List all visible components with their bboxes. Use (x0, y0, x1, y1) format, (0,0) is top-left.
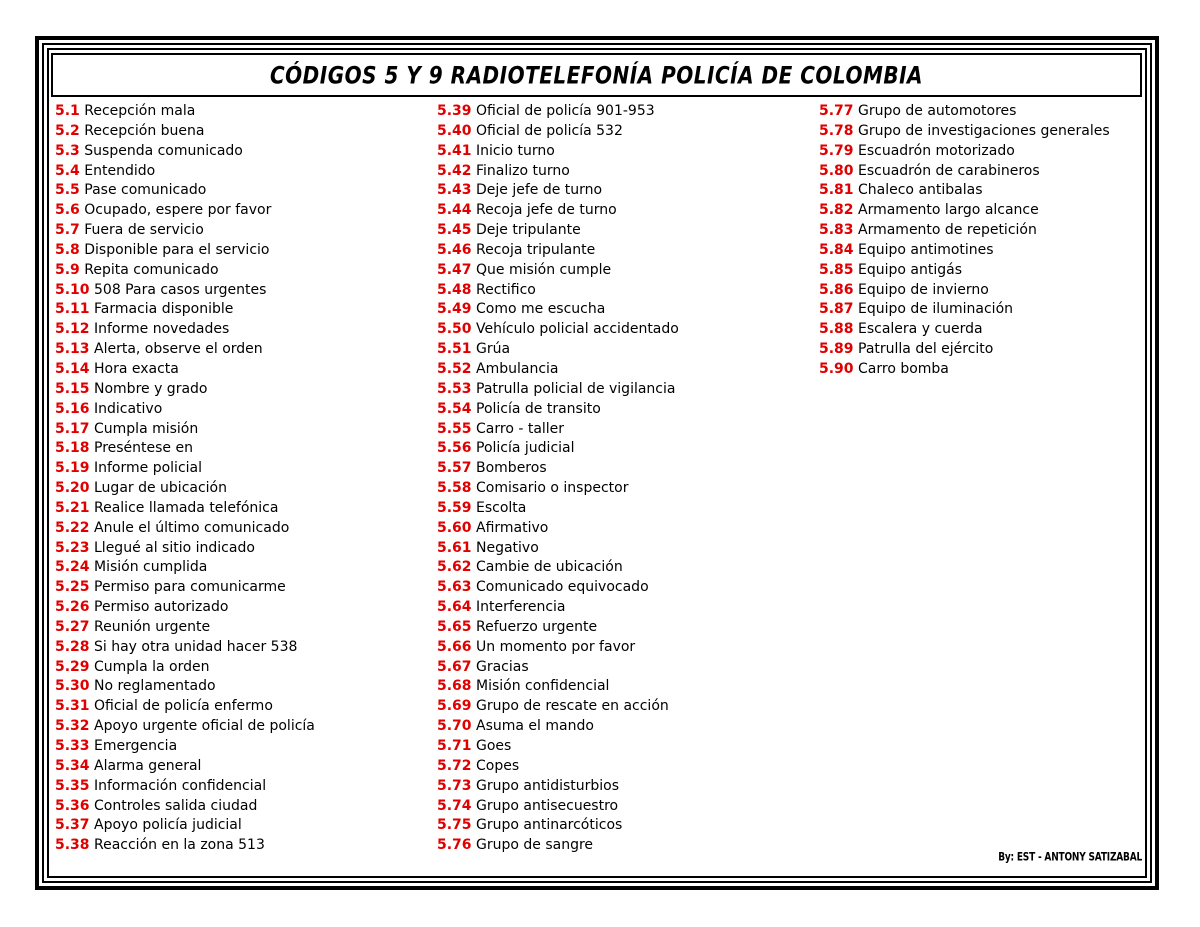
code-item (819, 281, 1110, 301)
code-description: Entendido (84, 162, 156, 179)
code-description: Recoja tripulante (476, 241, 596, 258)
code-number: 5.41 (437, 142, 472, 159)
code-number: 5.89 (819, 341, 854, 358)
code-description: Chaleco antibalas (858, 182, 983, 199)
code-description: Pase comunicado (84, 182, 207, 199)
code-item (437, 459, 679, 479)
code-description: Equipo de invierno (858, 281, 989, 298)
code-number: 5.80 (819, 162, 854, 179)
code-number: 5.37 (55, 817, 90, 834)
code-number: 5.52 (437, 360, 472, 377)
code-description: Equipo antigás (858, 261, 962, 278)
code-description: Un momento por favor (476, 638, 636, 655)
code-item (55, 677, 315, 697)
code-number: 5.8 (55, 241, 80, 258)
code-number: 5.62 (437, 559, 472, 576)
code-number: 5.70 (437, 718, 472, 735)
code-item (55, 420, 315, 440)
code-description: Anule el último comunicado (94, 519, 290, 536)
code-number: 5.44 (437, 202, 472, 219)
code-description: Grupo de sangre (476, 837, 594, 854)
code-item (819, 221, 1110, 241)
code-description: Carro - taller (476, 420, 565, 437)
code-item (819, 320, 1110, 340)
code-number: 5.83 (819, 222, 854, 239)
code-description: Que misión cumple (476, 261, 612, 278)
code-item (55, 201, 315, 221)
code-description: Informe novedades (94, 321, 230, 338)
code-description: Farmacia disponible (94, 301, 234, 318)
code-number: 5.31 (55, 698, 90, 715)
code-number: 5.84 (819, 241, 854, 258)
code-item (437, 142, 679, 162)
code-item (55, 836, 315, 856)
code-description: Información confidencial (94, 777, 267, 794)
codes-column-2 (437, 102, 679, 856)
code-number: 5.55 (437, 420, 472, 437)
code-number: 5.78 (819, 122, 854, 139)
code-number: 5.69 (437, 698, 472, 715)
code-item (437, 122, 679, 142)
code-description: Policía de transito (476, 400, 601, 417)
code-description: No reglamentado (94, 678, 216, 695)
code-number: 5.40 (437, 122, 472, 139)
code-number: 5.64 (437, 599, 472, 616)
code-description: Vehículo policial accidentado (476, 321, 679, 338)
code-item (437, 697, 679, 717)
code-number: 5.18 (55, 440, 90, 457)
code-description: Fuera de servicio (84, 222, 204, 239)
code-description: Ocupado, espere por favor (84, 202, 272, 219)
code-description: Equipo de iluminación (858, 301, 1014, 318)
code-description: Grupo antinarcóticos (476, 817, 623, 834)
code-number: 5.35 (55, 777, 90, 794)
code-item (819, 300, 1110, 320)
code-number: 5.76 (437, 837, 472, 854)
code-item (437, 757, 679, 777)
code-item (55, 320, 315, 340)
code-description: Permiso para comunicarme (94, 579, 286, 596)
code-number: 5.88 (819, 321, 854, 338)
code-description: Copes (476, 757, 520, 774)
code-item (819, 340, 1110, 360)
code-description: Bomberos (476, 460, 547, 477)
code-item (55, 598, 315, 618)
code-number: 5.16 (55, 400, 90, 417)
code-description: Grupo de investigaciones generales (858, 122, 1110, 139)
code-number: 5.10 (55, 281, 90, 298)
code-item (55, 737, 315, 757)
code-number: 5.68 (437, 678, 472, 695)
code-number: 5.60 (437, 519, 472, 536)
code-item (819, 181, 1110, 201)
code-description: Ambulancia (476, 360, 559, 377)
code-item (55, 638, 315, 658)
code-number: 5.3 (55, 142, 80, 159)
code-item (437, 300, 679, 320)
code-item (55, 360, 315, 380)
code-item (437, 340, 679, 360)
code-number: 5.73 (437, 777, 472, 794)
code-number: 5.87 (819, 301, 854, 318)
code-description: Interferencia (476, 599, 566, 616)
code-item (437, 201, 679, 221)
code-item (437, 439, 679, 459)
code-number: 5.32 (55, 718, 90, 735)
code-description: Apoyo policía judicial (94, 817, 242, 834)
code-description: Negativo (476, 539, 539, 556)
codes-column-1 (55, 102, 315, 856)
code-description: Alerta, observe el orden (94, 341, 263, 358)
code-item (55, 439, 315, 459)
code-description: Recepción buena (84, 122, 205, 139)
code-number: 5.29 (55, 658, 90, 675)
code-number: 5.63 (437, 579, 472, 596)
code-item (55, 122, 315, 142)
code-description: Oficial de policía 901-953 (476, 103, 655, 119)
code-item (55, 658, 315, 678)
code-item (437, 539, 679, 559)
code-number: 5.77 (819, 103, 854, 119)
code-number: 5.79 (819, 142, 854, 159)
code-item (55, 162, 315, 182)
code-item (437, 162, 679, 182)
code-item (55, 499, 315, 519)
code-number: 5.9 (55, 261, 80, 278)
code-item (437, 479, 679, 499)
code-number: 5.24 (55, 559, 90, 576)
code-number: 5.1 (55, 103, 80, 119)
code-description: Finalizo turno (476, 162, 570, 179)
code-number: 5.11 (55, 301, 90, 318)
code-description: Escolta (476, 499, 527, 516)
code-number: 5.23 (55, 539, 90, 556)
title-box (51, 53, 1142, 97)
code-item (55, 757, 315, 777)
code-item (819, 241, 1110, 261)
code-number: 5.56 (437, 440, 472, 457)
code-description: Oficial de policía 532 (476, 122, 623, 139)
code-number: 5.57 (437, 460, 472, 477)
code-item (437, 618, 679, 638)
code-description: Si hay otra unidad hacer 538 (94, 638, 298, 655)
code-description: Recepción mala (84, 103, 196, 119)
code-item (437, 836, 679, 856)
code-number: 5.45 (437, 222, 472, 239)
code-item (55, 519, 315, 539)
code-description: Grupo de automotores (858, 103, 1017, 119)
code-item (437, 658, 679, 678)
code-number: 5.30 (55, 678, 90, 695)
code-number: 5.81 (819, 182, 854, 199)
code-number: 5.22 (55, 519, 90, 536)
code-number: 5.21 (55, 499, 90, 516)
code-number: 5.51 (437, 341, 472, 358)
code-description: Cumpla misión (94, 420, 199, 437)
code-item (819, 201, 1110, 221)
code-description: Rectifico (476, 281, 536, 298)
code-item (437, 221, 679, 241)
code-description: Misión cumplida (94, 559, 208, 576)
code-description: Comisario o inspector (476, 480, 629, 497)
code-number: 5.6 (55, 202, 80, 219)
code-description: Emergencia (94, 738, 178, 754)
code-number: 5.42 (437, 162, 472, 179)
code-description: Lugar de ubicación (94, 480, 227, 497)
code-number: 5.34 (55, 757, 90, 774)
code-description: Deje tripulante (476, 222, 581, 239)
code-item (437, 519, 679, 539)
code-number: 5.39 (437, 103, 472, 119)
code-item (819, 142, 1110, 162)
code-item (55, 221, 315, 241)
code-number: 5.33 (55, 738, 90, 754)
code-number: 5.75 (437, 817, 472, 834)
code-item (55, 539, 315, 559)
code-item (55, 380, 315, 400)
code-item (55, 479, 315, 499)
code-item (819, 102, 1110, 122)
code-number: 5.12 (55, 321, 90, 338)
code-item (55, 400, 315, 420)
code-description: Equipo antimotines (858, 241, 994, 258)
code-number: 5.47 (437, 261, 472, 278)
code-description: Misión confidencial (476, 678, 610, 695)
code-number: 5.74 (437, 797, 472, 814)
code-description: Reunión urgente (94, 618, 211, 635)
code-description: Grupo antidisturbios (476, 777, 620, 794)
codes-column-3 (819, 102, 1110, 380)
code-number: 5.36 (55, 797, 90, 814)
code-number: 5.5 (55, 182, 80, 199)
code-description: Gracias (476, 658, 529, 675)
code-item (55, 102, 315, 122)
code-number: 5.71 (437, 738, 472, 754)
code-item (55, 816, 315, 836)
code-item (437, 320, 679, 340)
code-number: 5.48 (437, 281, 472, 298)
code-description: Carro bomba (858, 360, 949, 377)
code-description: Afirmativo (476, 519, 549, 536)
author-credit: By: EST - ANTONY SATIZABAL (998, 851, 1142, 865)
code-description: Refuerzo urgente (476, 618, 598, 635)
code-number: 5.86 (819, 281, 854, 298)
code-item (437, 677, 679, 697)
code-item (819, 360, 1110, 380)
code-number: 5.46 (437, 241, 472, 258)
code-number: 5.20 (55, 480, 90, 497)
code-number: 5.19 (55, 460, 90, 477)
code-number: 5.7 (55, 222, 80, 239)
code-item (437, 558, 679, 578)
code-item (437, 360, 679, 380)
code-item (55, 697, 315, 717)
code-description: Patrulla policial de vigilancia (476, 380, 676, 397)
code-number: 5.59 (437, 499, 472, 516)
code-description: Como me escucha (476, 301, 606, 318)
code-item (55, 777, 315, 797)
code-description: Informe policial (94, 460, 202, 477)
code-description: Llegué al sitio indicado (94, 539, 255, 556)
page-title: CÓDIGOS 5 Y 9 RADIOTELEFONÍA POLICÍA DE COLOMBIA (269, 60, 924, 90)
code-description: Escalera y cuerda (858, 321, 983, 338)
code-number: 5.61 (437, 539, 472, 556)
code-description: Deje jefe de turno (476, 182, 603, 199)
code-number: 5.58 (437, 480, 472, 497)
code-number: 5.15 (55, 380, 90, 397)
code-item (819, 261, 1110, 281)
code-item (55, 142, 315, 162)
code-item (55, 797, 315, 817)
code-description: Grupo antisecuestro (476, 797, 619, 814)
code-number: 5.2 (55, 122, 80, 139)
code-number: 5.53 (437, 380, 472, 397)
code-description: Patrulla del ejército (858, 341, 994, 358)
code-item (819, 162, 1110, 182)
code-item (437, 380, 679, 400)
code-item (437, 816, 679, 836)
code-description: Goes (476, 738, 512, 754)
code-description: Escuadrón motorizado (858, 142, 1015, 159)
code-description: 508 Para casos urgentes (94, 281, 267, 298)
code-number: 5.14 (55, 360, 90, 377)
code-description: Comunicado equivocado (476, 579, 649, 596)
code-number: 5.90 (819, 360, 854, 377)
code-item (55, 181, 315, 201)
code-description: Armamento de repetición (858, 222, 1037, 239)
code-number: 5.43 (437, 182, 472, 199)
code-description: Controles salida ciudad (94, 797, 258, 814)
code-item (437, 400, 679, 420)
code-item (437, 578, 679, 598)
code-number: 5.26 (55, 599, 90, 616)
code-item (437, 598, 679, 618)
code-description: Cambie de ubicación (476, 559, 623, 576)
code-number: 5.50 (437, 321, 472, 338)
code-description: Armamento largo alcance (858, 202, 1039, 219)
code-description: Hora exacta (94, 360, 179, 377)
code-description: Disponible para el servicio (84, 241, 270, 258)
code-description: Alarma general (94, 757, 202, 774)
code-item (55, 241, 315, 261)
code-number: 5.72 (437, 757, 472, 774)
code-item (55, 717, 315, 737)
code-item (437, 638, 679, 658)
code-item (437, 241, 679, 261)
code-item (55, 261, 315, 281)
code-description: Nombre y grado (94, 380, 208, 397)
code-item (55, 578, 315, 598)
code-item (437, 261, 679, 281)
code-number: 5.4 (55, 162, 80, 179)
code-item (437, 420, 679, 440)
code-description: Apoyo urgente oficial de policía (94, 718, 315, 735)
code-description: Cumpla la orden (94, 658, 210, 675)
code-number: 5.25 (55, 579, 90, 596)
code-number: 5.85 (819, 261, 854, 278)
code-description: Oficial de policía enfermo (94, 698, 273, 715)
code-description: Repita comunicado (84, 261, 219, 278)
code-description: Permiso autorizado (94, 599, 229, 616)
code-item (437, 737, 679, 757)
code-number: 5.38 (55, 837, 90, 854)
code-number: 5.67 (437, 658, 472, 675)
code-number: 5.28 (55, 638, 90, 655)
code-item (437, 499, 679, 519)
code-description: Asuma el mando (476, 718, 594, 735)
code-item (55, 300, 315, 320)
code-description: Recoja jefe de turno (476, 202, 617, 219)
code-description: Grupo de rescate en acción (476, 698, 669, 715)
code-number: 5.49 (437, 301, 472, 318)
code-number: 5.65 (437, 618, 472, 635)
code-item (437, 797, 679, 817)
code-number: 5.82 (819, 202, 854, 219)
code-description: Realice llamada telefónica (94, 499, 279, 516)
code-number: 5.66 (437, 638, 472, 655)
code-item (55, 281, 315, 301)
code-number: 5.17 (55, 420, 90, 437)
code-item (437, 777, 679, 797)
code-number: 5.27 (55, 618, 90, 635)
code-description: Suspenda comunicado (84, 142, 243, 159)
code-description: Preséntese en (94, 440, 193, 457)
code-number: 5.54 (437, 400, 472, 417)
code-item (437, 717, 679, 737)
code-item (55, 618, 315, 638)
code-description: Escuadrón de carabineros (858, 162, 1040, 179)
code-description: Policía judicial (476, 440, 575, 457)
code-description: Grúa (476, 341, 511, 358)
code-description: Indicativo (94, 400, 163, 417)
code-item (819, 122, 1110, 142)
code-item (437, 281, 679, 301)
code-item (55, 558, 315, 578)
code-item (437, 102, 679, 122)
code-number: 5.13 (55, 341, 90, 358)
code-description: Inicio turno (476, 142, 555, 159)
code-description: Reacción en la zona 513 (94, 837, 265, 854)
code-item (437, 181, 679, 201)
code-item (55, 340, 315, 360)
code-item (55, 459, 315, 479)
